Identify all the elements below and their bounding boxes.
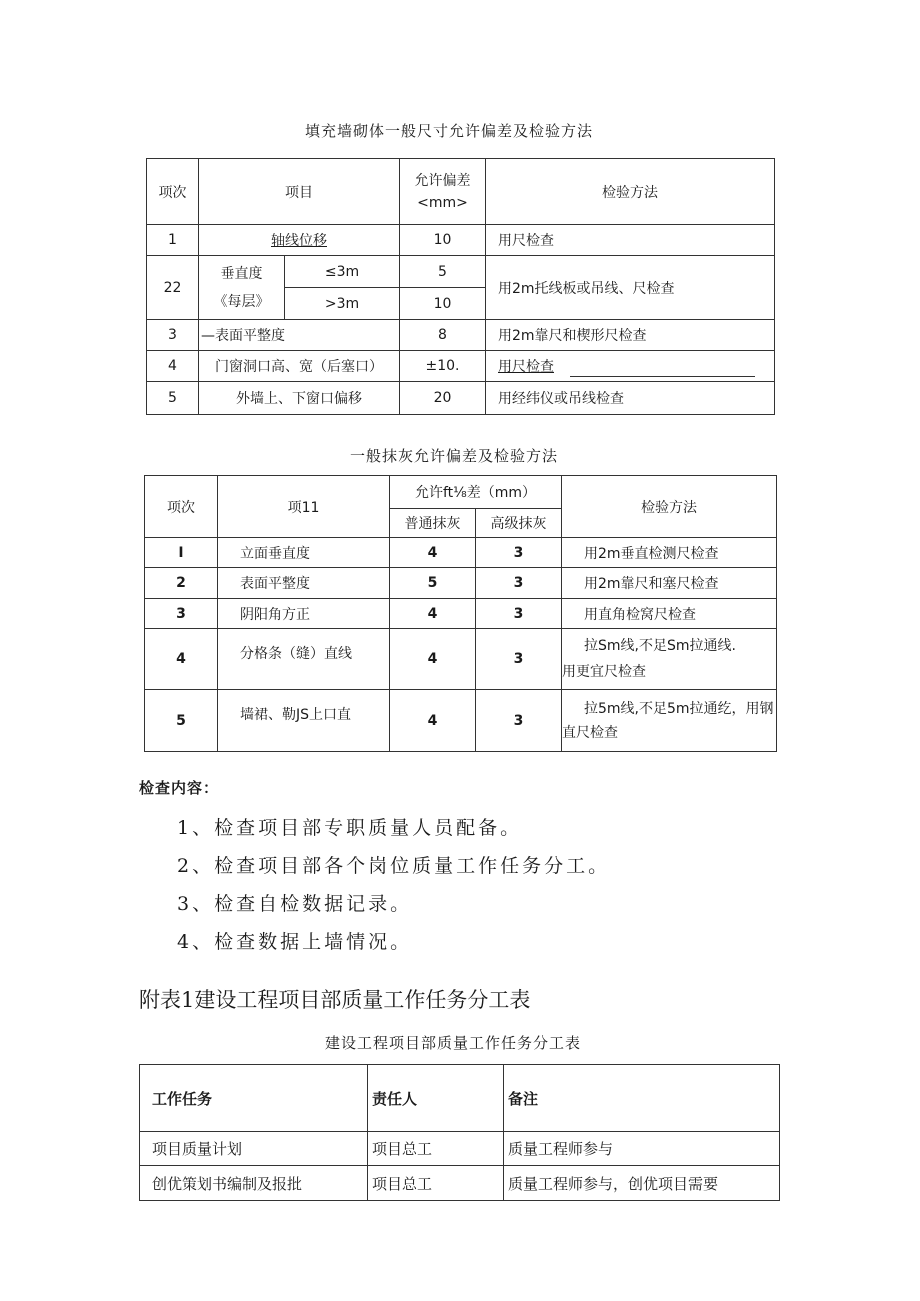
cell-item xyxy=(199,256,285,320)
cell-note: 质量工程师参与，创优项目需要 xyxy=(504,1166,780,1201)
cell-item: 门窗洞口高、宽（后塞口） xyxy=(199,351,400,382)
check-item: 1、检查项目部专职质量人员配备。 xyxy=(177,817,523,839)
check-item: 3、检查自检数据记录。 xyxy=(177,893,413,915)
header-dev: 允许ft⅛差（mm） xyxy=(390,476,562,509)
cell-method: 用2m托线板或吊线、尺检查 xyxy=(486,256,775,320)
cell-high: 3 xyxy=(476,538,562,568)
table-row xyxy=(147,256,775,288)
cell-item: 阴阳角方正 xyxy=(218,599,390,629)
cell-item: 立面垂直度 xyxy=(218,538,390,568)
cell-method-text: 用尺检查 xyxy=(498,358,554,375)
cell-high: 3 xyxy=(476,690,562,752)
table-header-row xyxy=(145,476,777,509)
table2-title: 一般抹灰允许偏差及检验方法 xyxy=(350,447,559,465)
cell-normal: 4 xyxy=(390,538,476,568)
cell-dev: 5 xyxy=(400,256,486,288)
header-owner: 责任人 xyxy=(368,1065,504,1132)
header-dev-line2: <mm> xyxy=(417,194,468,211)
header-item: 项11 xyxy=(218,476,390,538)
cell-sub: >3m xyxy=(285,288,400,320)
cell-method xyxy=(486,351,775,382)
cell-item: 轴线位移 xyxy=(199,225,400,256)
cell-method xyxy=(562,690,777,752)
cell-item: 墙裙、勒JS上口直 xyxy=(218,690,390,752)
header-method: 检验方法 xyxy=(486,159,775,225)
appendix-table xyxy=(139,1064,780,1201)
table-row xyxy=(145,568,777,599)
cell-method xyxy=(562,629,777,690)
cell-no: 2 xyxy=(145,568,218,599)
table-row xyxy=(145,538,777,568)
cell-no: 4 xyxy=(147,351,199,382)
header-normal: 普通抹灰 xyxy=(390,509,476,538)
table-row xyxy=(147,320,775,351)
table-row xyxy=(145,629,777,690)
table-header-row xyxy=(147,159,775,225)
cell-normal: 5 xyxy=(390,568,476,599)
cell-method: 用尺检查 xyxy=(486,225,775,256)
cell-method-line2: 用更宜尺检查 xyxy=(562,664,646,680)
cell-normal: 4 xyxy=(390,599,476,629)
table-row xyxy=(147,382,775,415)
table-row xyxy=(145,690,777,752)
cell-dev: 8 xyxy=(400,320,486,351)
cell-method-line2: 直尺检查 xyxy=(562,724,618,741)
header-no: 项次 xyxy=(145,476,218,538)
cell-dev: 20 xyxy=(400,382,486,415)
check-item: 4、检查数据上墙情况。 xyxy=(177,931,413,953)
cell-owner: 项目总工 xyxy=(368,1132,504,1166)
header-no: 项次 xyxy=(147,159,199,225)
cell-no: 5 xyxy=(145,690,218,752)
header-dev-line1: 允许偏差 xyxy=(414,172,471,189)
cell-method-line1: 拉Sm线,不足Sm拉通线. xyxy=(584,638,736,654)
cell-item: 表面平整度 xyxy=(218,568,390,599)
cell-no: 4 xyxy=(145,629,218,690)
cell-method: 用2m靠尺和塞尺检查 xyxy=(562,568,777,599)
cell-dev: 10 xyxy=(400,225,486,256)
cell-method: 用经纬仪或吊线检查 xyxy=(486,382,775,415)
cell-dev: 10 xyxy=(400,288,486,320)
cell-no: 22 xyxy=(147,256,199,320)
header-task: 工作任务 xyxy=(140,1065,368,1132)
cell-method: 用2m垂直检测尺检查 xyxy=(562,538,777,568)
check-heading: 检查内容： xyxy=(139,779,220,797)
cell-no: 5 xyxy=(147,382,199,415)
cell-high: 3 xyxy=(476,568,562,599)
header-dev xyxy=(400,159,486,225)
table-row xyxy=(140,1166,780,1201)
appendix-heading: 附表1建设工程项目部质量工作任务分工表 xyxy=(139,988,531,1012)
table-row xyxy=(147,225,775,256)
cell-method-line1: 拉5m线,不足5m拉通纥，用钢 xyxy=(584,700,774,717)
cell-task: 项目质量计划 xyxy=(140,1132,368,1166)
cell-note: 质量工程师参与 xyxy=(504,1132,780,1166)
cell-no: 3 xyxy=(145,599,218,629)
cell-task: 创优策划书编制及报批 xyxy=(140,1166,368,1201)
cell-item-line2: 《每层》 xyxy=(213,293,270,310)
cell-method: 用直角检窝尺检查 xyxy=(562,599,777,629)
cell-normal: 4 xyxy=(390,690,476,752)
header-high: 高级抹灰 xyxy=(476,509,562,538)
table1-title: 填充墙砌体一般尺寸允许偏差及检验方法 xyxy=(305,122,594,140)
table-row xyxy=(145,599,777,629)
header-note: 备注 xyxy=(504,1065,780,1132)
cell-item-line1: 垂直度 xyxy=(220,265,263,282)
table-row xyxy=(147,351,775,382)
cell-normal: 4 xyxy=(390,629,476,690)
cell-high: 3 xyxy=(476,599,562,629)
header-item: 项目 xyxy=(199,159,400,225)
cell-item: 分格条（缝）直线 xyxy=(218,629,390,690)
header-method: 检验方法 xyxy=(562,476,777,538)
appendix-table-title: 建设工程项目部质量工作任务分工表 xyxy=(325,1034,582,1052)
cell-sub: ≤3m xyxy=(285,256,400,288)
table2 xyxy=(144,475,777,752)
cell-dev: ±10. xyxy=(400,351,486,382)
underline-divider xyxy=(570,376,755,377)
cell-item: —表面平整度 xyxy=(199,320,400,351)
cell-no: I xyxy=(145,538,218,568)
cell-no: 3 xyxy=(147,320,199,351)
cell-owner: 项目总工 xyxy=(368,1166,504,1201)
cell-high: 3 xyxy=(476,629,562,690)
table1 xyxy=(146,158,775,415)
cell-method: 用2m靠尺和楔形尺检查 xyxy=(486,320,775,351)
table-header-row xyxy=(140,1065,780,1132)
table-row xyxy=(140,1132,780,1166)
check-item: 2、检查项目部各个岗位质量工作任务分工。 xyxy=(177,855,611,877)
cell-item: 外墙上、下窗口偏移 xyxy=(199,382,400,415)
cell-no: 1 xyxy=(147,225,199,256)
